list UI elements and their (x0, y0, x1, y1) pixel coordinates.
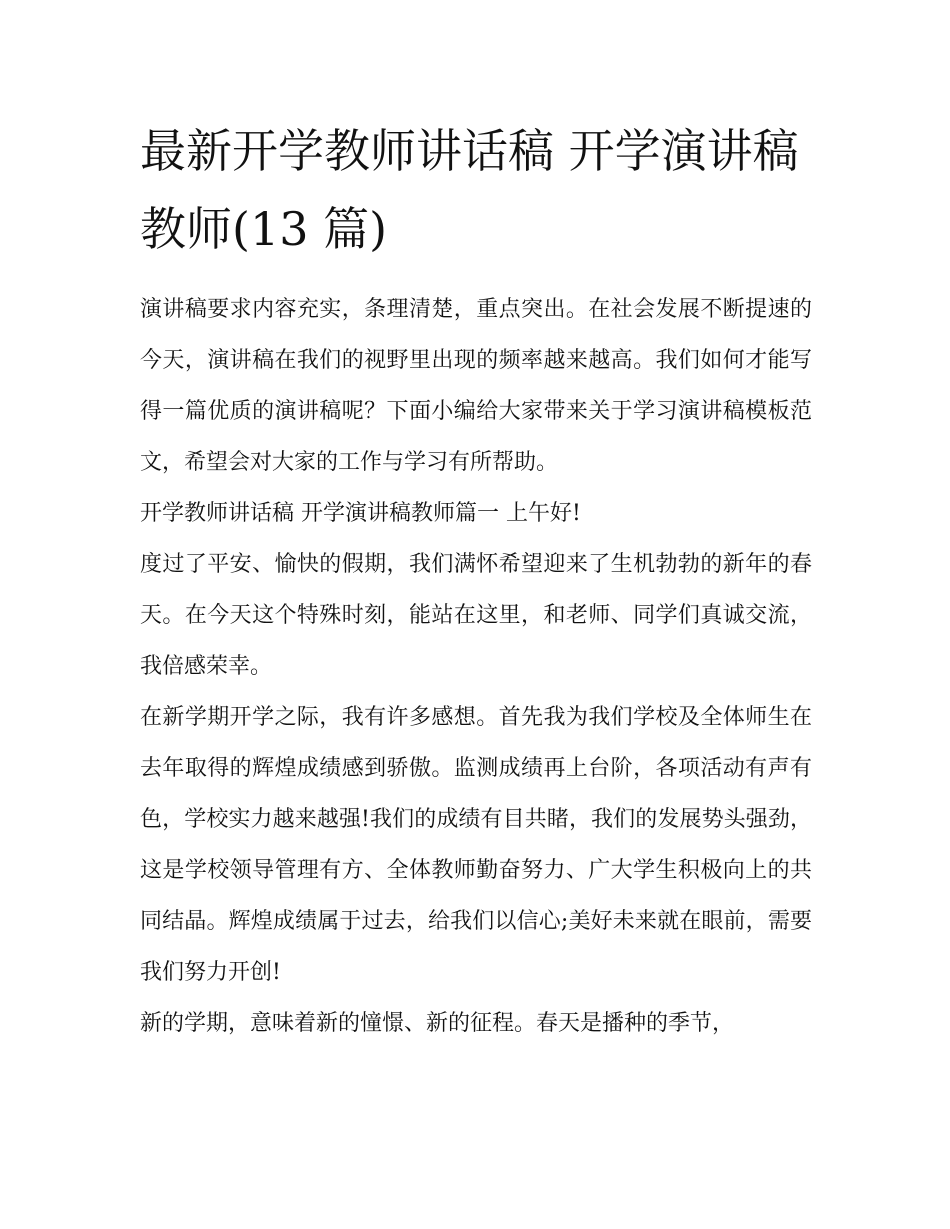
paragraph-section-heading: 开学教师讲话稿 开学演讲稿教师篇一 上午好! (140, 501, 581, 526)
paragraph-achievements: 在新学期开学之际，我有许多感想。首先我为我们学校及全体师生在去年取得的辉煌成绩感到骄傲。监测成绩再上台阶，各项活动有声有色，学校实力越来越强!我们的成绩有目共睹，我们的发展势头强劲，这是学校领导管理有方、全体教师勤奋努力、广大学生积极向上的共同结晶。辉煌成绩属于过去，给我们以信心;美好未来就在眼前，需要我们努力开创! (140, 705, 812, 985)
paragraph-new-semester: 新的学期，意味着新的憧憬、新的征程。春天是播种的季节， (140, 1011, 735, 1036)
paragraph-holiday: 度过了平安、愉快的假期，我们满怀希望迎来了生机勃勃的新年的春天。在今天这个特殊时刻，能站在这里，和老师、同学们真诚交流，我倍感荣幸。 (140, 552, 812, 679)
document-title: 最新开学教师讲话稿 开学演讲稿教师(13 篇) (140, 124, 799, 256)
document-page (140, 112, 812, 1049)
paragraph-intro: 演讲稿要求内容充实，条理清楚，重点突出。在社会发展不断提速的今天，演讲稿在我们的视野里出现的频率越来越高。我们如何才能写得一篇优质的演讲稿呢？下面小编给大家带来关于学习演讲稿模板范文，希望会对大家的工作与学习有所帮助。 (140, 297, 812, 475)
